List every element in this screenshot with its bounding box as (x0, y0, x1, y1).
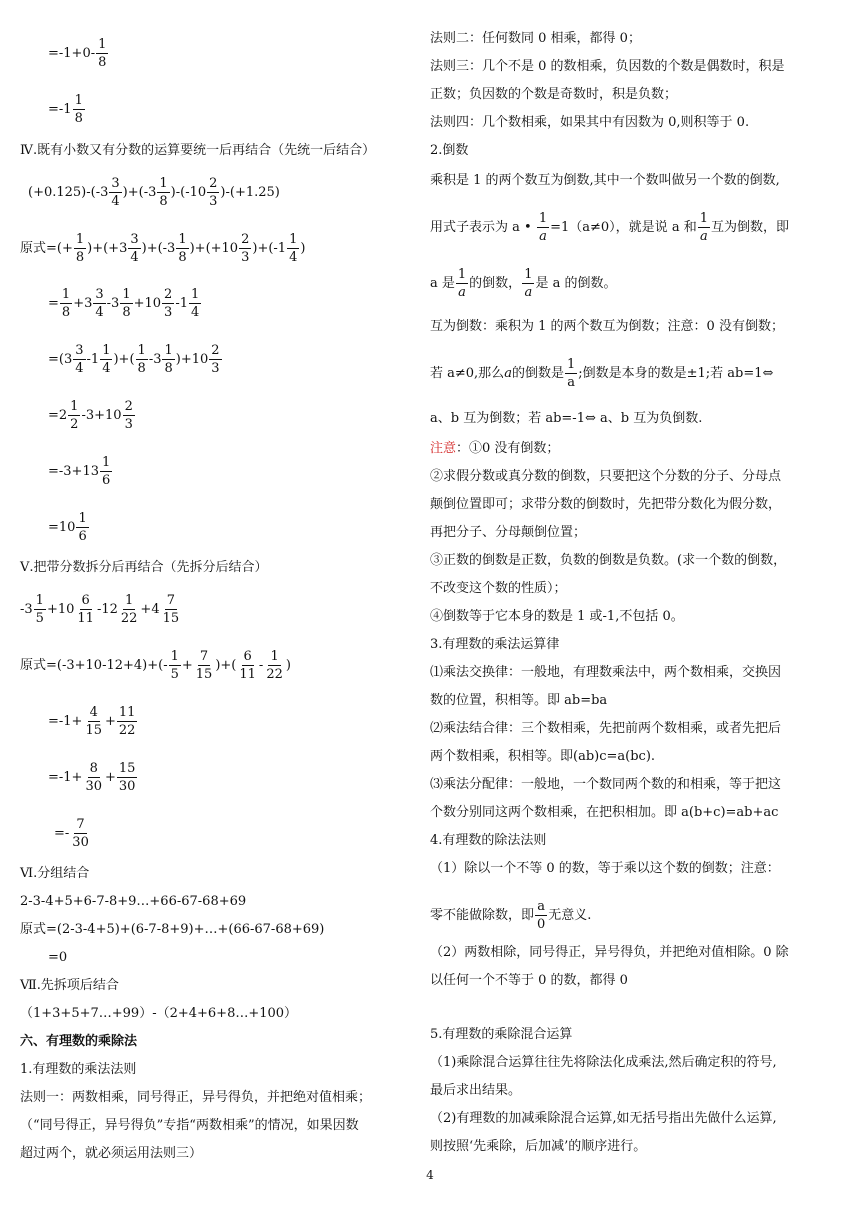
text-line: （2）两数相除，同号得正，异号得负，并把绝对值相除。0 除 (430, 945, 789, 960)
fraction: $\frac{7}{15}$ (195, 649, 213, 682)
fraction: $\frac{8}{30}$ (85, 761, 102, 794)
text-line: 颠倒位置即可；求带分数的倒数时，先把带分数化为假分数， (430, 497, 782, 512)
fraction: $\frac{1}{22}$ (266, 649, 283, 682)
text-line: 法则一：两数相乘，同号得正，异号得负，并把绝对值相乘； (20, 1090, 372, 1105)
fraction: $\frac{1}{6}$ (78, 511, 87, 544)
text-line: 原式=(2-3-4+5)+(6-7-8+9)+…+(66-67-68+69) (20, 922, 325, 937)
math-line: =(3 $\frac{3}{4}$ -1 $\frac{1}{4}$ )+( $\frac{1}{8}$ -3 $\frac{1}{8}$ )+10 $\frac{2}{3}$ (48, 343, 220, 376)
section-heading: Ⅴ.把带分数拆分后再结合（先拆分后结合） (20, 560, 268, 575)
fraction: $\frac{1}{a}$ (457, 267, 467, 300)
math-line: =- $\frac{7}{30}$ (54, 817, 89, 850)
text-line: 个数分别同这两个数相乘，在把积相加。即 a(b+c)=ab+ac (430, 805, 779, 820)
text-line: 最后求出结果。 (430, 1083, 522, 1098)
subsection-heading: 1.有理数的乘法法则 (20, 1062, 137, 1077)
page-number: 4 (426, 1168, 434, 1182)
fraction: $\frac{a}{0}$ (537, 899, 546, 932)
text-line: ④倒数等于它本身的数是 1 或-1,不包括 0。 (430, 609, 684, 624)
text-line: 2-3-4+5+6-7-8+9…+66-67-68+69 (20, 894, 247, 909)
fraction: $\frac{1}{a}$ (538, 211, 548, 244)
fraction: $\frac{1}{4}$ (190, 287, 200, 320)
math-line: =-1 $\frac{1}{8}$ (48, 93, 83, 126)
fraction: $\frac{6}{11}$ (77, 593, 94, 626)
text-line: （1)乘除混合运算往往先将除法化成乘法,然后确定积的符号, (430, 1055, 777, 1070)
text-line: 法则四：几个数相乘，如果其中有因数为 0,则积等于 0. (430, 115, 750, 130)
text-line: ⑵乘法结合律：三个数相乘，先把前两个数相乘，或者先把后 (430, 721, 782, 736)
math-line: 原式=(-3+10-12+4)+(- $\frac{1}{5}$ + $\frac{7}{15}$ )+( $\frac{6}{11}$ - $\frac{1}{22}$ ) (20, 649, 291, 682)
fraction: $\frac{2}{3}$ (164, 287, 173, 320)
fraction: $\frac{1}{8}$ (74, 93, 83, 126)
text-line: 不改变这个数的性质）； (430, 581, 567, 596)
fraction: $\frac{1}{6}$ (102, 455, 111, 488)
math-line: -3 $\frac{1}{5}$ +10 $\frac{6}{11}$ -12 $\frac{1}{22}$ +4 $\frac{7}{15}$ (20, 593, 180, 626)
math-line: 原式=(+ $\frac{1}{8}$ )+(+3 $\frac{3}{4}$ )+(-3 $\frac{1}{8}$ )+(+10 $\frac{2}{3}$ )+(-1 $\frac{1}{4}$ ) (20, 232, 306, 265)
subsection-heading: 3.有理数的乘法运算律 (430, 637, 560, 652)
fraction: $\frac{4}{15}$ (85, 705, 102, 738)
text-line: 再把分子、分母颠倒位置； (430, 525, 587, 540)
math-line: =-1+0- $\frac{1}{8}$ (48, 37, 107, 70)
math-line: =-1+ $\frac{8}{30}$ + $\frac{15}{30}$ (48, 761, 136, 794)
text-line: 数的位置，积相等。即 ab=ba (430, 693, 608, 708)
fraction: $\frac{3}{4}$ (95, 287, 104, 320)
fraction: $\frac{1}{4}$ (102, 343, 111, 376)
fraction: $\frac{15}{30}$ (118, 761, 136, 794)
fraction: $\frac{2}{3}$ (211, 343, 220, 376)
fraction: $\frac{1}{8}$ (137, 343, 146, 376)
fraction: $\frac{1}{8}$ (75, 232, 85, 265)
text-line: 以任何一个不等于 0 的数，都得 0 (430, 973, 628, 988)
text-line: a、b 互为倒数；若 ab=-1⇔ a、b 互为负倒数. (430, 411, 703, 426)
math-line: =2 $\frac{1}{2}$ -3+10 $\frac{2}{3}$ (48, 399, 133, 432)
math-line: (+0.125)-(-3 $\frac{3}{4}$ )+(-3 $\frac{1}{8}$ )-(-10 $\frac{2}{3}$ )-(+1.25) (28, 176, 280, 209)
fraction: $\frac{1}{8}$ (122, 287, 131, 320)
text-line: 正数；负因数的个数是奇数时，积是负数； (430, 87, 678, 102)
chapter-heading: 六、有理数的乘除法 (20, 1034, 138, 1049)
fraction: $\frac{1}{8}$ (159, 176, 168, 209)
fraction: $\frac{3}{4}$ (111, 176, 120, 209)
fraction: $\frac{3}{4}$ (75, 343, 84, 376)
math-line: a 是 $\frac{1}{a}$ 的倒数， $\frac{1}{a}$ 是 a 的倒数。 (430, 267, 617, 300)
text-line: （1+3+5+7…+99）-（2+4+6+8…+100） (20, 1006, 298, 1021)
text-line: 法则三：几个不是 0 的数相乘，负因数的个数是偶数时，积是 (430, 59, 785, 74)
subsection-heading: 4.有理数的除法法则 (430, 833, 547, 848)
fraction: $\frac{1}{a}$ (699, 211, 708, 244)
fraction: $\frac{1}{8}$ (98, 37, 107, 70)
subsection-heading: 2.倒数 (430, 143, 469, 158)
text-line: ⑴乘法交换律：一般地，有理数乘法中，两个数相乘，交换因 (430, 665, 782, 680)
text-line: 两个数相乘，积相等。即(ab)c=a(bc). (430, 749, 656, 764)
math-line: 用式子表示为 a • $\frac{1}{a}$ =1（a≠0），就是说 a 和 $\frac{1}{a}$ 互为倒数，即 (430, 211, 789, 244)
subsection-heading: 5.有理数的乘除混合运算 (430, 1027, 573, 1042)
fraction: $\frac{1}{5}$ (170, 649, 179, 682)
note-label: 注意 (430, 441, 457, 456)
fraction: $\frac{11}{22}$ (118, 705, 136, 738)
fraction: $\frac{1}{a}$ (566, 357, 576, 390)
text-line: （“同号得正，异号得负”专指“两数相乘”的情况，如果因数 (20, 1118, 359, 1133)
text-line: 则按照‘先乘除，后加减’的顺序进行。 (430, 1139, 647, 1154)
fraction: $\frac{6}{11}$ (239, 649, 256, 682)
fraction: $\frac{1}{4}$ (289, 232, 298, 265)
text-line: ②求假分数或真分数的倒数，只要把这个分数的分子、分母点 (430, 469, 782, 484)
math-line: =10 $\frac{1}{6}$ (48, 511, 87, 544)
text-line: =0 (48, 950, 68, 965)
fraction: $\frac{1}{22}$ (120, 593, 138, 626)
text-line: 互为倒数：乘积为 1 的两个数互为倒数；注意：0 没有倒数； (430, 319, 784, 334)
fraction: $\frac{1}{5}$ (35, 593, 44, 626)
section-heading: Ⅶ.先拆项后结合 (20, 978, 119, 993)
section-heading: Ⅳ.既有小数又有分数的运算要统一后再结合（先统一后结合） (20, 143, 376, 158)
fraction: $\frac{2}{3}$ (241, 232, 250, 265)
text-line: 乘积是 1 的两个数互为倒数,其中一个数叫做另一个数的倒数, (430, 173, 780, 188)
note-line: 注意：①0 没有倒数； (430, 441, 560, 456)
fraction: $\frac{2}{3}$ (209, 176, 218, 209)
text-line: （1）除以一个不等 0 的数，等于乘以这个数的倒数；注意： (430, 861, 780, 876)
math-line: 若 a≠0,那么a的倒数是 $\frac{1}{a}$ ;倒数是本身的数是±1;若 ab=1⇔ (430, 357, 774, 390)
fraction: $\frac{1}{a}$ (524, 267, 533, 300)
text-line: 超过两个，就必须运用法则三） (20, 1146, 203, 1161)
math-line: = $\frac{1}{8}$ +3 $\frac{3}{4}$ -3 $\frac{1}{8}$ +10 $\frac{2}{3}$ -1 $\frac{1}{4}$ (48, 287, 200, 320)
fraction: $\frac{7}{30}$ (72, 817, 89, 850)
text-line: 法则二：任何数同 0 相乘，都得 0； (430, 31, 641, 46)
fraction: $\frac{2}{3}$ (124, 399, 133, 432)
math-line: =-3+13 $\frac{1}{6}$ (48, 455, 111, 488)
math-line: =-1+ $\frac{4}{15}$ + $\frac{11}{22}$ (48, 705, 136, 738)
math-line: 零不能做除数，即 $\frac{a}{0}$ 无意义. (430, 899, 592, 932)
fraction: $\frac{1}{8}$ (61, 287, 71, 320)
fraction: $\frac{7}{15}$ (162, 593, 180, 626)
section-heading: Ⅵ.分组结合 (20, 866, 90, 881)
fraction: $\frac{1}{8}$ (178, 232, 187, 265)
text-line: ③正数的倒数是正数，负数的倒数是负数。(求一个数的倒数， (430, 553, 787, 568)
fraction: $\frac{1}{2}$ (70, 399, 79, 432)
fraction: $\frac{3}{4}$ (130, 232, 139, 265)
text-line: （2)有理数的加减乘除混合运算,如无括号指出先做什么运算, (430, 1111, 777, 1126)
text-line: ⑶乘法分配律：一般地，一个数同两个数的和相乘，等于把这 (430, 777, 782, 792)
fraction: $\frac{1}{8}$ (164, 343, 173, 376)
